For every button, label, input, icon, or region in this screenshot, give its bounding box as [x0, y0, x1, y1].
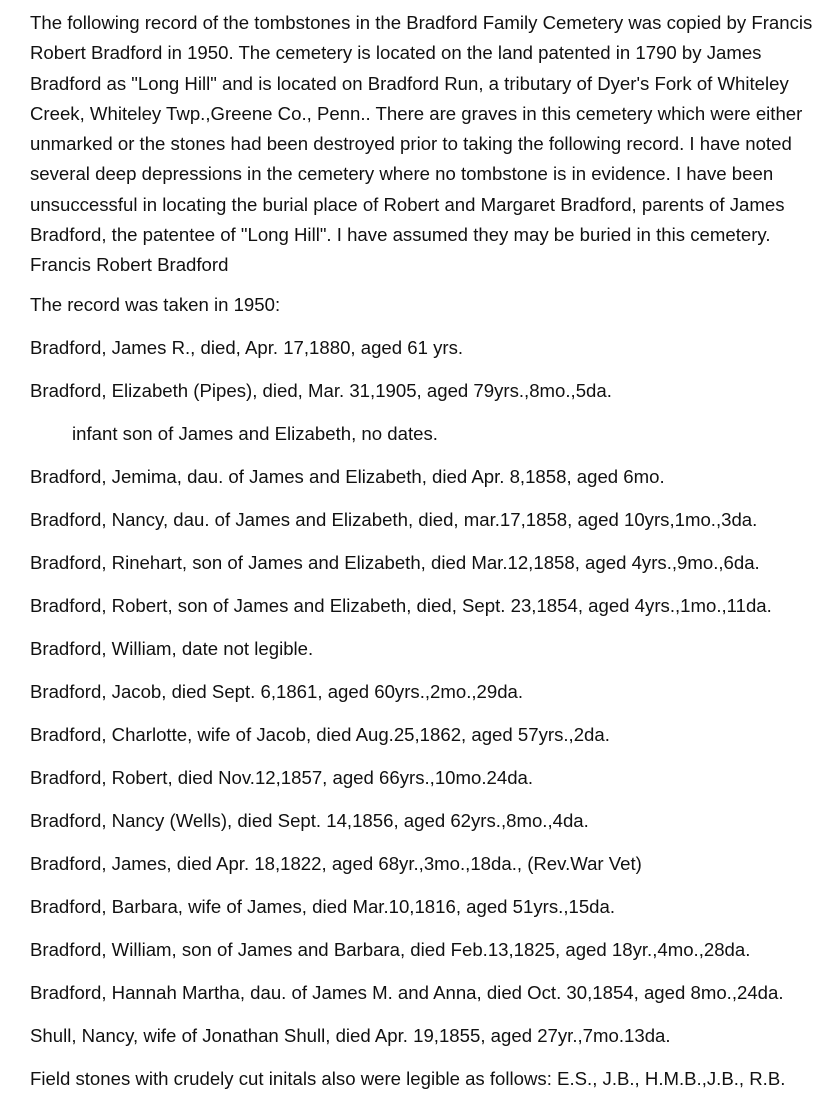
tombstone-record: Shull, Nancy, wife of Jonathan Shull, died Apr. 19,1855, aged 27yr.,7mo.13da. — [30, 1024, 671, 1046]
tombstone-record: Bradford, Jacob, died Sept. 6,1861, aged 60yrs.,2mo.,29da. — [30, 680, 524, 702]
tombstone-record: Bradford, William, son of James and Barbara, died Feb.13,1825, aged 18yr.,4mo.,28da. — [30, 938, 751, 960]
tombstone-record: Bradford, Robert, son of James and Elizabeth, died, Sept. 23,1854, aged 4yrs.,1mo.,11da. — [30, 594, 772, 616]
tombstone-record: Bradford, Nancy (Wells), died Sept. 14,1856, aged 62yrs.,8mo.,4da. — [30, 809, 589, 831]
tombstone-record: Bradford, Nancy, dau. of James and Elizabeth, died, mar.17,1858, aged 10yrs,1mo.,3da. — [30, 508, 758, 530]
tombstone-record: Bradford, James R., died, Apr. 17,1880, aged 61 yrs. — [30, 336, 464, 358]
tombstone-record: Bradford, Charlotte, wife of Jacob, died Aug.25,1862, aged 57yrs.,2da. — [30, 723, 610, 745]
tombstone-record: Bradford, Jemima, dau. of James and Elizabeth, died Apr. 8,1858, aged 6mo. — [30, 465, 665, 487]
tombstone-record: Bradford, William, date not legible. — [30, 637, 314, 659]
field-stones-note: Field stones with crudely cut initals also were legible as follows: E.S., J.B., H.M.B.,J.B., R.B. — [30, 1067, 786, 1089]
tombstone-records-list — [30, 333, 820, 1051]
record-taken-note: The record was taken in 1950: — [30, 293, 281, 315]
tombstone-record: Bradford, Robert, died Nov.12,1857, aged 66yrs.,10mo.24da. — [30, 766, 534, 788]
tombstone-record-indented: infant son of James and Elizabeth, no dates. — [72, 422, 438, 444]
tombstone-record: Bradford, Barbara, wife of James, died Mar.10,1816, aged 51yrs.,15da. — [30, 895, 616, 917]
tombstone-record: Bradford, Rinehart, son of James and Elizabeth, died Mar.12,1858, aged 4yrs.,9mo.,6da. — [30, 551, 760, 573]
tombstone-record: Bradford, Elizabeth (Pipes), died, Mar. 31,1905, aged 79yrs.,8mo.,5da. — [30, 379, 612, 401]
intro-paragraph: The following record of the tombstones in the Bradford Family Cemetery was copied by Francis Robert Bradford in 1950. The cemetery is located on the land patented in 1790 by James Bradford as "Long Hill" and is located on Bradford Run, a tributary of Dyer's Fork of Whiteley Creek, Whiteley Twp.,Greene Co., Penn.. There are graves in this cemetery which were either unmarked or the stones had been destroyed prior to taking the following record. I have noted several deep depressions in the cemetery where no tombstone is in evidence. I have been unsuccessful in locating the burial place of Robert and Margaret Bradford, parents of James Bradford, the patentee of "Long Hill". I have assumed they may be buried in this cemetery. Francis Robert Bradford — [30, 12, 813, 276]
tombstone-record: Bradford, James, died Apr. 18,1822, aged 68yr.,3mo.,18da., (Rev.War Vet) — [30, 852, 642, 874]
tombstone-record: Bradford, Hannah Martha, dau. of James M. and Anna, died Oct. 30,1854, aged 8mo.,24da. — [30, 981, 784, 1003]
